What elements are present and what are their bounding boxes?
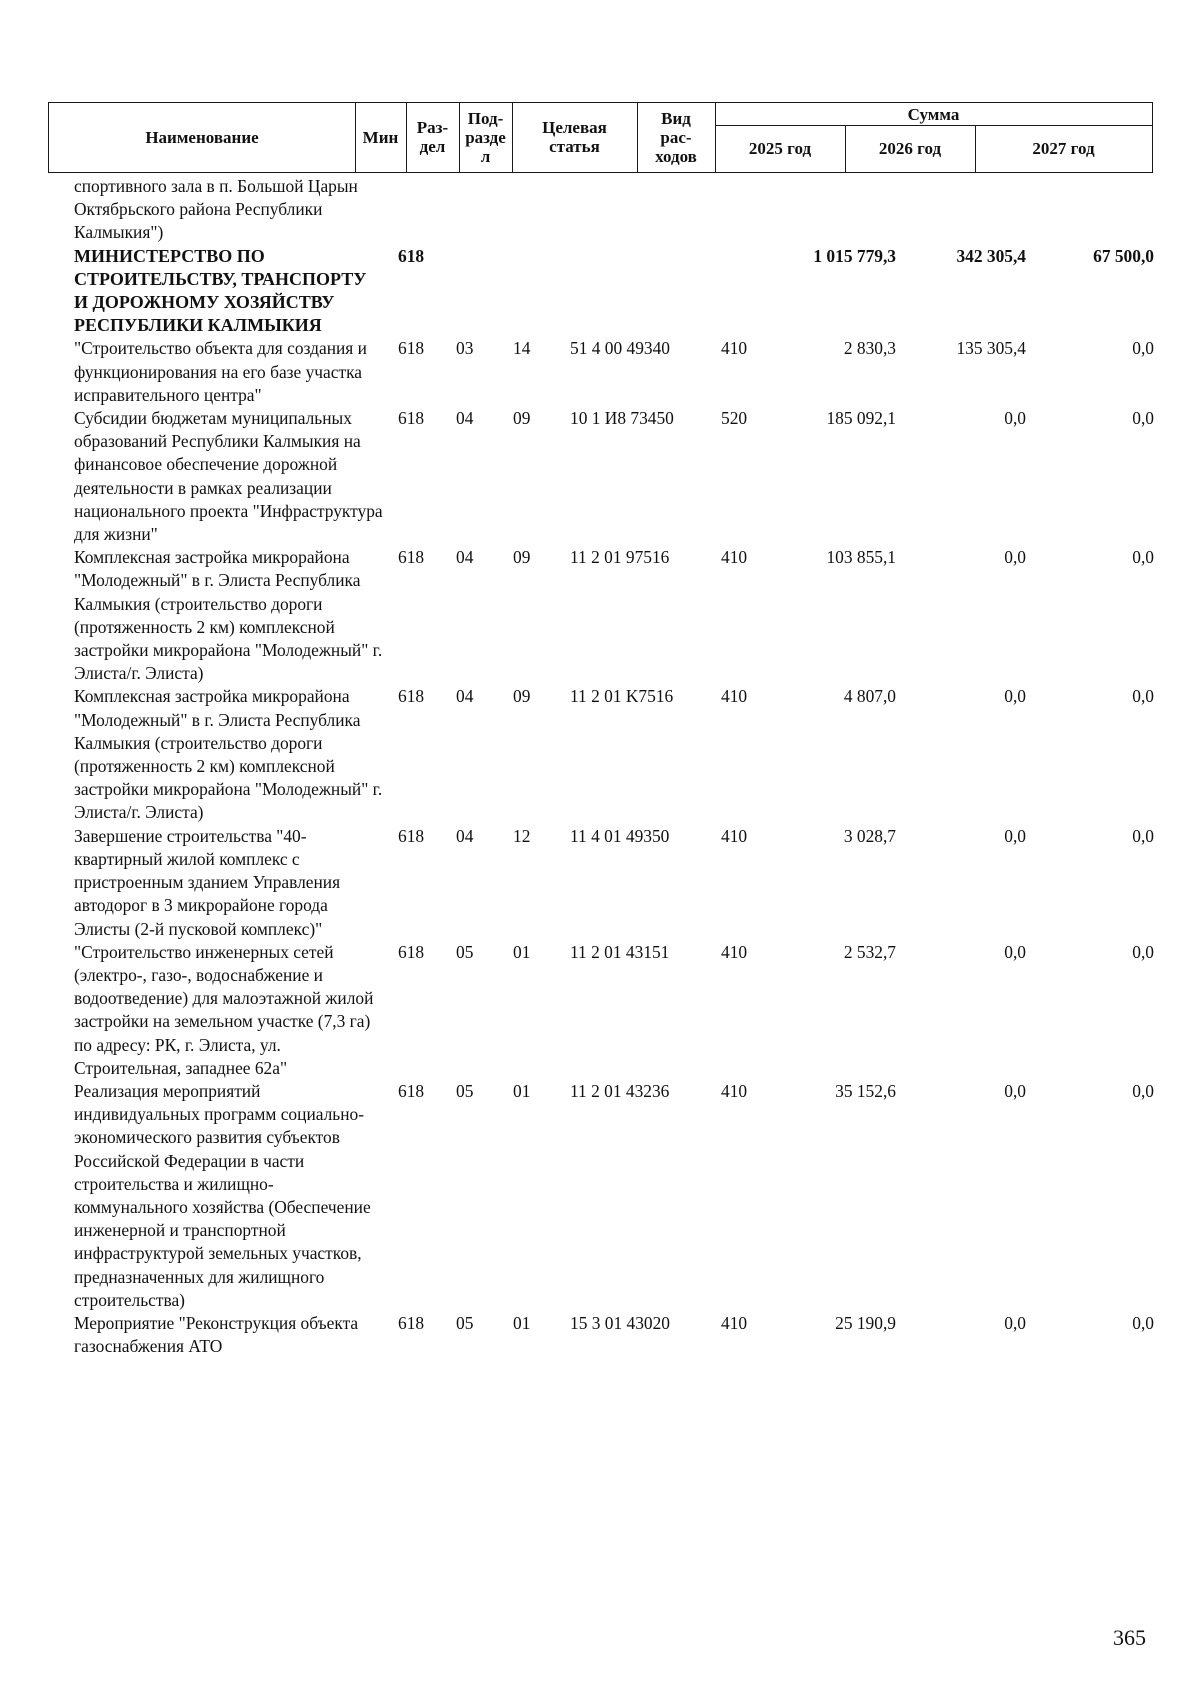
table-row — [0, 1312, 1200, 1358]
row-name: Комплексная застройка микрорайона "Молодежный" в г. Элиста Республика Калмыкия (строительство дороги (протяженность 2 км) комплексной застройки микрорайона "Молодежный" г. Элиста/г. Элиста) — [74, 547, 383, 684]
row-podrazdel: 01 — [513, 1080, 531, 1101]
row-vid: 410 — [721, 1080, 748, 1101]
row-2027: 0,0 — [1132, 338, 1154, 359]
row-razdel: 05 — [456, 941, 474, 962]
row-name: Реализация мероприятий индивидуальных программ социально-экономического развития субъектов Российской Федерации в части строительства и жилищно-коммунального хозяйства (Обеспечение инженерной и транспортной инфраструктурой земельных участков, предназначенных для жилищного строительства) — [74, 1080, 371, 1310]
table-row — [0, 825, 1200, 941]
row-celevaya: 11 2 01 K7516 — [570, 686, 674, 707]
row-min: 618 — [398, 941, 425, 962]
row-razdel: 04 — [456, 408, 474, 429]
table-row — [0, 407, 1200, 546]
row-podrazdel: 01 — [513, 941, 531, 962]
row-2027: 0,0 — [1132, 941, 1154, 962]
row-2027: 67 500,0 — [1093, 245, 1154, 266]
row-razdel: 04 — [456, 686, 474, 707]
row-2027: 0,0 — [1132, 686, 1154, 707]
row-min: 618 — [398, 408, 425, 429]
table-row — [0, 337, 1200, 407]
row-2025: 4 807,0 — [843, 686, 896, 707]
row-celevaya: 11 2 01 97516 — [570, 547, 670, 568]
row-2026: 0,0 — [1004, 408, 1026, 429]
row-name: Мероприятие "Реконструкция объекта газоснабжения АТО — [74, 1312, 359, 1357]
row-vid: 410 — [721, 547, 748, 568]
row-podrazdel: 14 — [513, 338, 531, 359]
row-min: 618 — [398, 547, 425, 568]
row-2025: 2 830,3 — [843, 338, 896, 359]
row-celevaya: 10 1 И8 73450 — [570, 408, 674, 429]
row-2027: 0,0 — [1132, 1080, 1154, 1101]
row-2026: 0,0 — [1004, 1080, 1026, 1101]
row-podrazdel: 09 — [513, 408, 531, 429]
header-razdel: Раз- дел — [416, 118, 449, 156]
header-vid: Вид рас- ходов — [655, 108, 697, 166]
row-2027: 0,0 — [1132, 547, 1154, 568]
header-celevaya: Целевая статья — [542, 118, 607, 156]
table-row-ministry — [0, 245, 1200, 338]
row-min: 618 — [398, 686, 425, 707]
header-min: Мин — [362, 127, 399, 147]
row-celevaya: 15 3 01 43020 — [570, 1312, 670, 1333]
row-celevaya: 11 4 01 49350 — [570, 825, 670, 846]
header-name: Наименование — [145, 127, 259, 147]
row-name: МИНИСТЕРСТВО ПО СТРОИТЕЛЬСТВУ, ТРАНСПОРТУ И ДОРОЖНОМУ ХОЗЯЙСТВУ РЕСПУБЛИКИ КАЛМЫКИЯ — [74, 245, 367, 336]
row-razdel: 04 — [456, 547, 474, 568]
row-2025: 103 855,1 — [826, 547, 896, 568]
row-name: Субсидии бюджетам муниципальных образований Республики Калмыкия на финансовое обеспечение дорожной деятельности в рамках реализации национального проекта "Инфраструктура для жизни" — [74, 408, 383, 545]
row-vid: 410 — [721, 1312, 748, 1333]
row-podrazdel: 09 — [513, 547, 531, 568]
row-razdel: 04 — [456, 825, 474, 846]
row-2026: 342 305,4 — [956, 245, 1026, 266]
row-vid: 410 — [721, 941, 748, 962]
row-2025: 1 015 779,3 — [813, 245, 896, 266]
row-2025: 25 190,9 — [835, 1312, 896, 1333]
table-row — [0, 1080, 1200, 1312]
row-2027: 0,0 — [1132, 1312, 1154, 1333]
table-header — [48, 102, 1153, 173]
row-min: 618 — [398, 825, 425, 846]
row-podrazdel: 01 — [513, 1312, 531, 1333]
row-2026: 0,0 — [1004, 941, 1026, 962]
table-row — [0, 941, 1200, 1080]
row-razdel: 05 — [456, 1312, 474, 1333]
row-podrazdel: 09 — [513, 686, 531, 707]
row-2026: 0,0 — [1004, 547, 1026, 568]
row-vid: 410 — [721, 686, 748, 707]
table-body — [0, 175, 1200, 1358]
row-name: Комплексная застройка микрорайона "Молодежный" в г. Элиста Республика Калмыкия (строительство дороги (протяженность 2 км) комплексной застройки микрорайона "Молодежный" г. Элиста/г. Элиста) — [74, 686, 383, 823]
row-2025: 35 152,6 — [835, 1080, 896, 1101]
row-name: "Строительство инженерных сетей (электро-, газо-, водоснабжение и водоотведение) для малоэтажной жилой застройки на земельном участке (7,3 га) по адресу: РК, г. Элиста, ул. Строительная, западнее 62а" — [74, 941, 374, 1078]
header-2025: 2025 год — [748, 139, 812, 158]
row-vid: 520 — [721, 408, 748, 429]
row-vid: 410 — [721, 338, 748, 359]
row-2027: 0,0 — [1132, 825, 1154, 846]
row-2025: 185 092,1 — [826, 408, 896, 429]
header-2027: 2027 год — [1032, 139, 1095, 158]
row-razdel: 05 — [456, 1080, 474, 1101]
row-podrazdel: 12 — [513, 825, 531, 846]
header-2026: 2026 год — [878, 139, 942, 158]
row-2026: 135 305,4 — [956, 338, 1026, 359]
row-min: 618 — [398, 1080, 425, 1101]
row-celevaya: 11 2 01 43236 — [570, 1080, 670, 1101]
row-vid: 410 — [721, 825, 748, 846]
row-min: 618 — [398, 245, 425, 266]
row-razdel: 03 — [456, 338, 474, 359]
row-celevaya: 11 2 01 43151 — [570, 941, 670, 962]
row-name: "Строительство объекта для создания и функционирования на его базе участка исправительного центра" — [74, 338, 367, 405]
header-podrazdel: Под- разде л — [465, 108, 506, 166]
row-2026: 0,0 — [1004, 825, 1026, 846]
table-row — [0, 685, 1200, 824]
row-name: спортивного зала в п. Большой Царын Октябрьского района Республики Калмыкия") — [74, 176, 358, 243]
row-2027: 0,0 — [1132, 408, 1154, 429]
row-2026: 0,0 — [1004, 686, 1026, 707]
row-celevaya: 51 4 00 49340 — [570, 338, 670, 359]
header-summa: Сумма — [907, 104, 960, 124]
row-2026: 0,0 — [1004, 1312, 1026, 1333]
table-row — [0, 175, 1200, 245]
row-min: 618 — [398, 338, 425, 359]
row-name: Завершение строительства "40-квартирный жилой комплекс с пристроенным зданием Управления автодорог в 3 микрорайоне города Элисты (2-й пусковой комплекс)" — [74, 825, 341, 939]
row-2025: 2 532,7 — [843, 941, 896, 962]
row-min: 618 — [398, 1312, 425, 1333]
page-number: 365 — [1113, 1625, 1146, 1650]
table-row — [0, 546, 1200, 685]
row-2025: 3 028,7 — [843, 825, 896, 846]
